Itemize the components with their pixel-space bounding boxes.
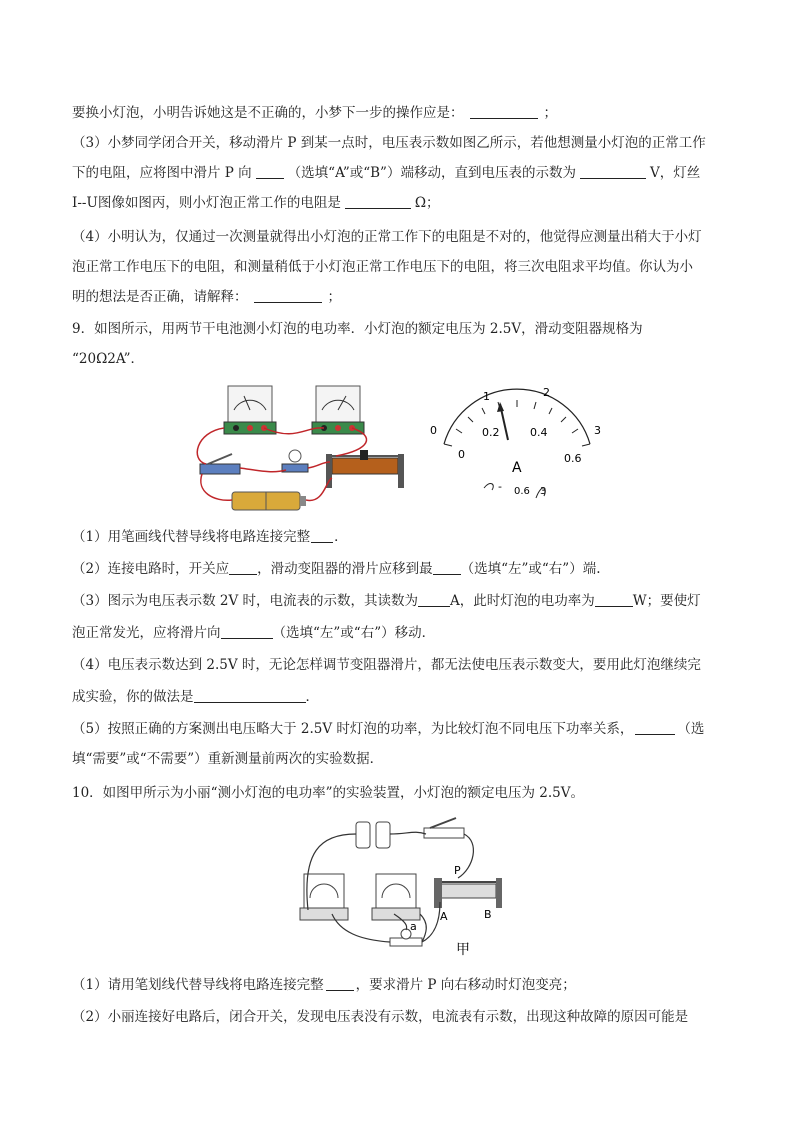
answer-blank[interactable] [595, 592, 633, 607]
dial-ticks [444, 400, 590, 446]
terminal-icon [484, 484, 493, 490]
battery-icon [356, 822, 390, 848]
q9-sub-3-cont: 泡正常发光，应将滑片向 （选填“左”或“右”）移动． [72, 625, 436, 641]
q9-sub-5: （5）按照正确的方案测出电压略大于 2.5V 时灯泡的功率，为比较灯泡不同电压下功率关系， （选 [72, 721, 705, 737]
answer-blank[interactable] [221, 624, 273, 639]
q10-circuit-figure [290, 812, 516, 960]
q10-sub-1: （1）请用笔划线代替导线将电路连接完整 ，要求滑片 P 向右移动时灯泡变亮； [72, 977, 576, 993]
q10-stem: 10．如图甲所示为小丽“测小灯泡的电功率”的实验装置，小灯泡的额定电压为 2.5V。 [72, 785, 584, 801]
answer-blank[interactable] [256, 164, 284, 179]
answer-blank[interactable] [229, 560, 257, 575]
dial-unit: A [512, 460, 522, 476]
q10-sub-2: （2）小丽连接好电路后，闭合开关，发现电压表没有示数，电流表有示数，出现这种故障的原因可能是 [72, 1009, 689, 1025]
dial-bottom-label: 0 [458, 448, 465, 461]
answer-blank[interactable] [194, 688, 306, 703]
dial-bottom-label: 0.2 [482, 426, 500, 439]
lamp-icon [282, 450, 308, 472]
q9-sub-2: （2）连接电路时，开关应 ，滑动变阻器的滑片应移到最 （选填“左”或“右”）端. [72, 561, 601, 577]
q9-circuit-figure [186, 380, 412, 518]
q8-line-7: 明的想法是否正确，请解释： ； [72, 289, 341, 305]
voltmeter-icon [312, 386, 364, 434]
answer-blank[interactable] [311, 528, 333, 543]
answer-blank[interactable] [254, 288, 322, 303]
answer-blank[interactable] [345, 194, 411, 209]
switch-icon [424, 818, 464, 838]
q9-stem-line-2: “20Ω2A”． [72, 351, 145, 367]
terminal-label: B [484, 908, 492, 921]
q9-sub-4: （4）电压表示数达到 2.5V 时，无论怎样调节变阻器滑片，都无法使电压表示数变大，要用此灯泡继续完 [72, 657, 701, 673]
q9-sub-1: （1）用笔画线代替导线将电路连接完整 ． [72, 529, 348, 545]
wire-label: a [410, 920, 417, 933]
q8-line-6: 泡正常工作电压下的电阻，和测量稍低于小灯泡正常工作电压下的电阻，将三次电阻求平均值。你认为小 [72, 259, 693, 275]
q8-line-2: （3）小梦同学闭合开关，移动滑片 P 到某一点时，电压表示数如图乙所示，若他想测量小灯泡的正常工作 [72, 135, 706, 151]
q8-line-3: 下的电阻，应将图中滑片 P 向 （选填“A”或“B”）端移动，直到电压表的示数为 V，灯丝 [72, 165, 701, 181]
terminal-label: 0.6 [514, 486, 530, 497]
q8-line-1: 要换小灯泡，小明告诉她这是不正确的，小梦下一步的操作应是： ； [72, 105, 557, 121]
terminal-label: A [440, 910, 448, 923]
q9-sub-5-cont: 填“需要”或“不需要”）重新测量前两次的实验数据． [72, 751, 384, 767]
terminal-label: 3 [540, 486, 547, 497]
voltmeter-icon [372, 874, 420, 920]
rheostat-icon [434, 878, 502, 908]
answer-blank[interactable] [635, 720, 675, 735]
q9-sub-3: （3）图示为电压表示数 2V 时，电流表的示数，其读数为 A，此时灯泡的电功率为 W；要使灯 [72, 593, 701, 609]
figure-label: 甲 [456, 942, 470, 958]
dial-bottom-label: 0.6 [564, 452, 582, 465]
q9-sub-4-cont: 成实验，你的做法是 ． [72, 689, 319, 705]
ammeter-icon [224, 386, 276, 434]
dial-top-label: 2 [543, 386, 550, 399]
dial-bottom-label: 0.4 [530, 426, 548, 439]
answer-blank[interactable] [326, 976, 354, 991]
terminal-label: - [498, 480, 502, 493]
answer-blank[interactable] [433, 560, 461, 575]
q8-line-4: I--U图像如图丙，则小灯泡正常工作的电阻是 Ω； [72, 195, 440, 211]
dial-top-label: 0 [430, 424, 437, 437]
slider-label: P [454, 864, 461, 877]
dial-top-label: 3 [594, 424, 601, 437]
dial-top-label: 1 [483, 390, 490, 403]
q8-line-5: （4）小明认为，仅通过一次测量就得出小灯泡的正常工作下的电阻是不对的，他觉得应测量出稍大于小灯 [72, 229, 702, 245]
q9-stem-line-1: 9．如图所示，用两节干电池测小灯泡的电功率．小灯泡的额定电压为 2.5V，滑动变阻器规格为 [72, 321, 643, 337]
battery-icon [232, 492, 306, 510]
ammeter-dial [424, 384, 610, 506]
lamp-icon [390, 929, 422, 946]
answer-blank[interactable] [470, 104, 538, 119]
answer-blank[interactable] [580, 164, 646, 179]
answer-blank[interactable] [418, 592, 450, 607]
